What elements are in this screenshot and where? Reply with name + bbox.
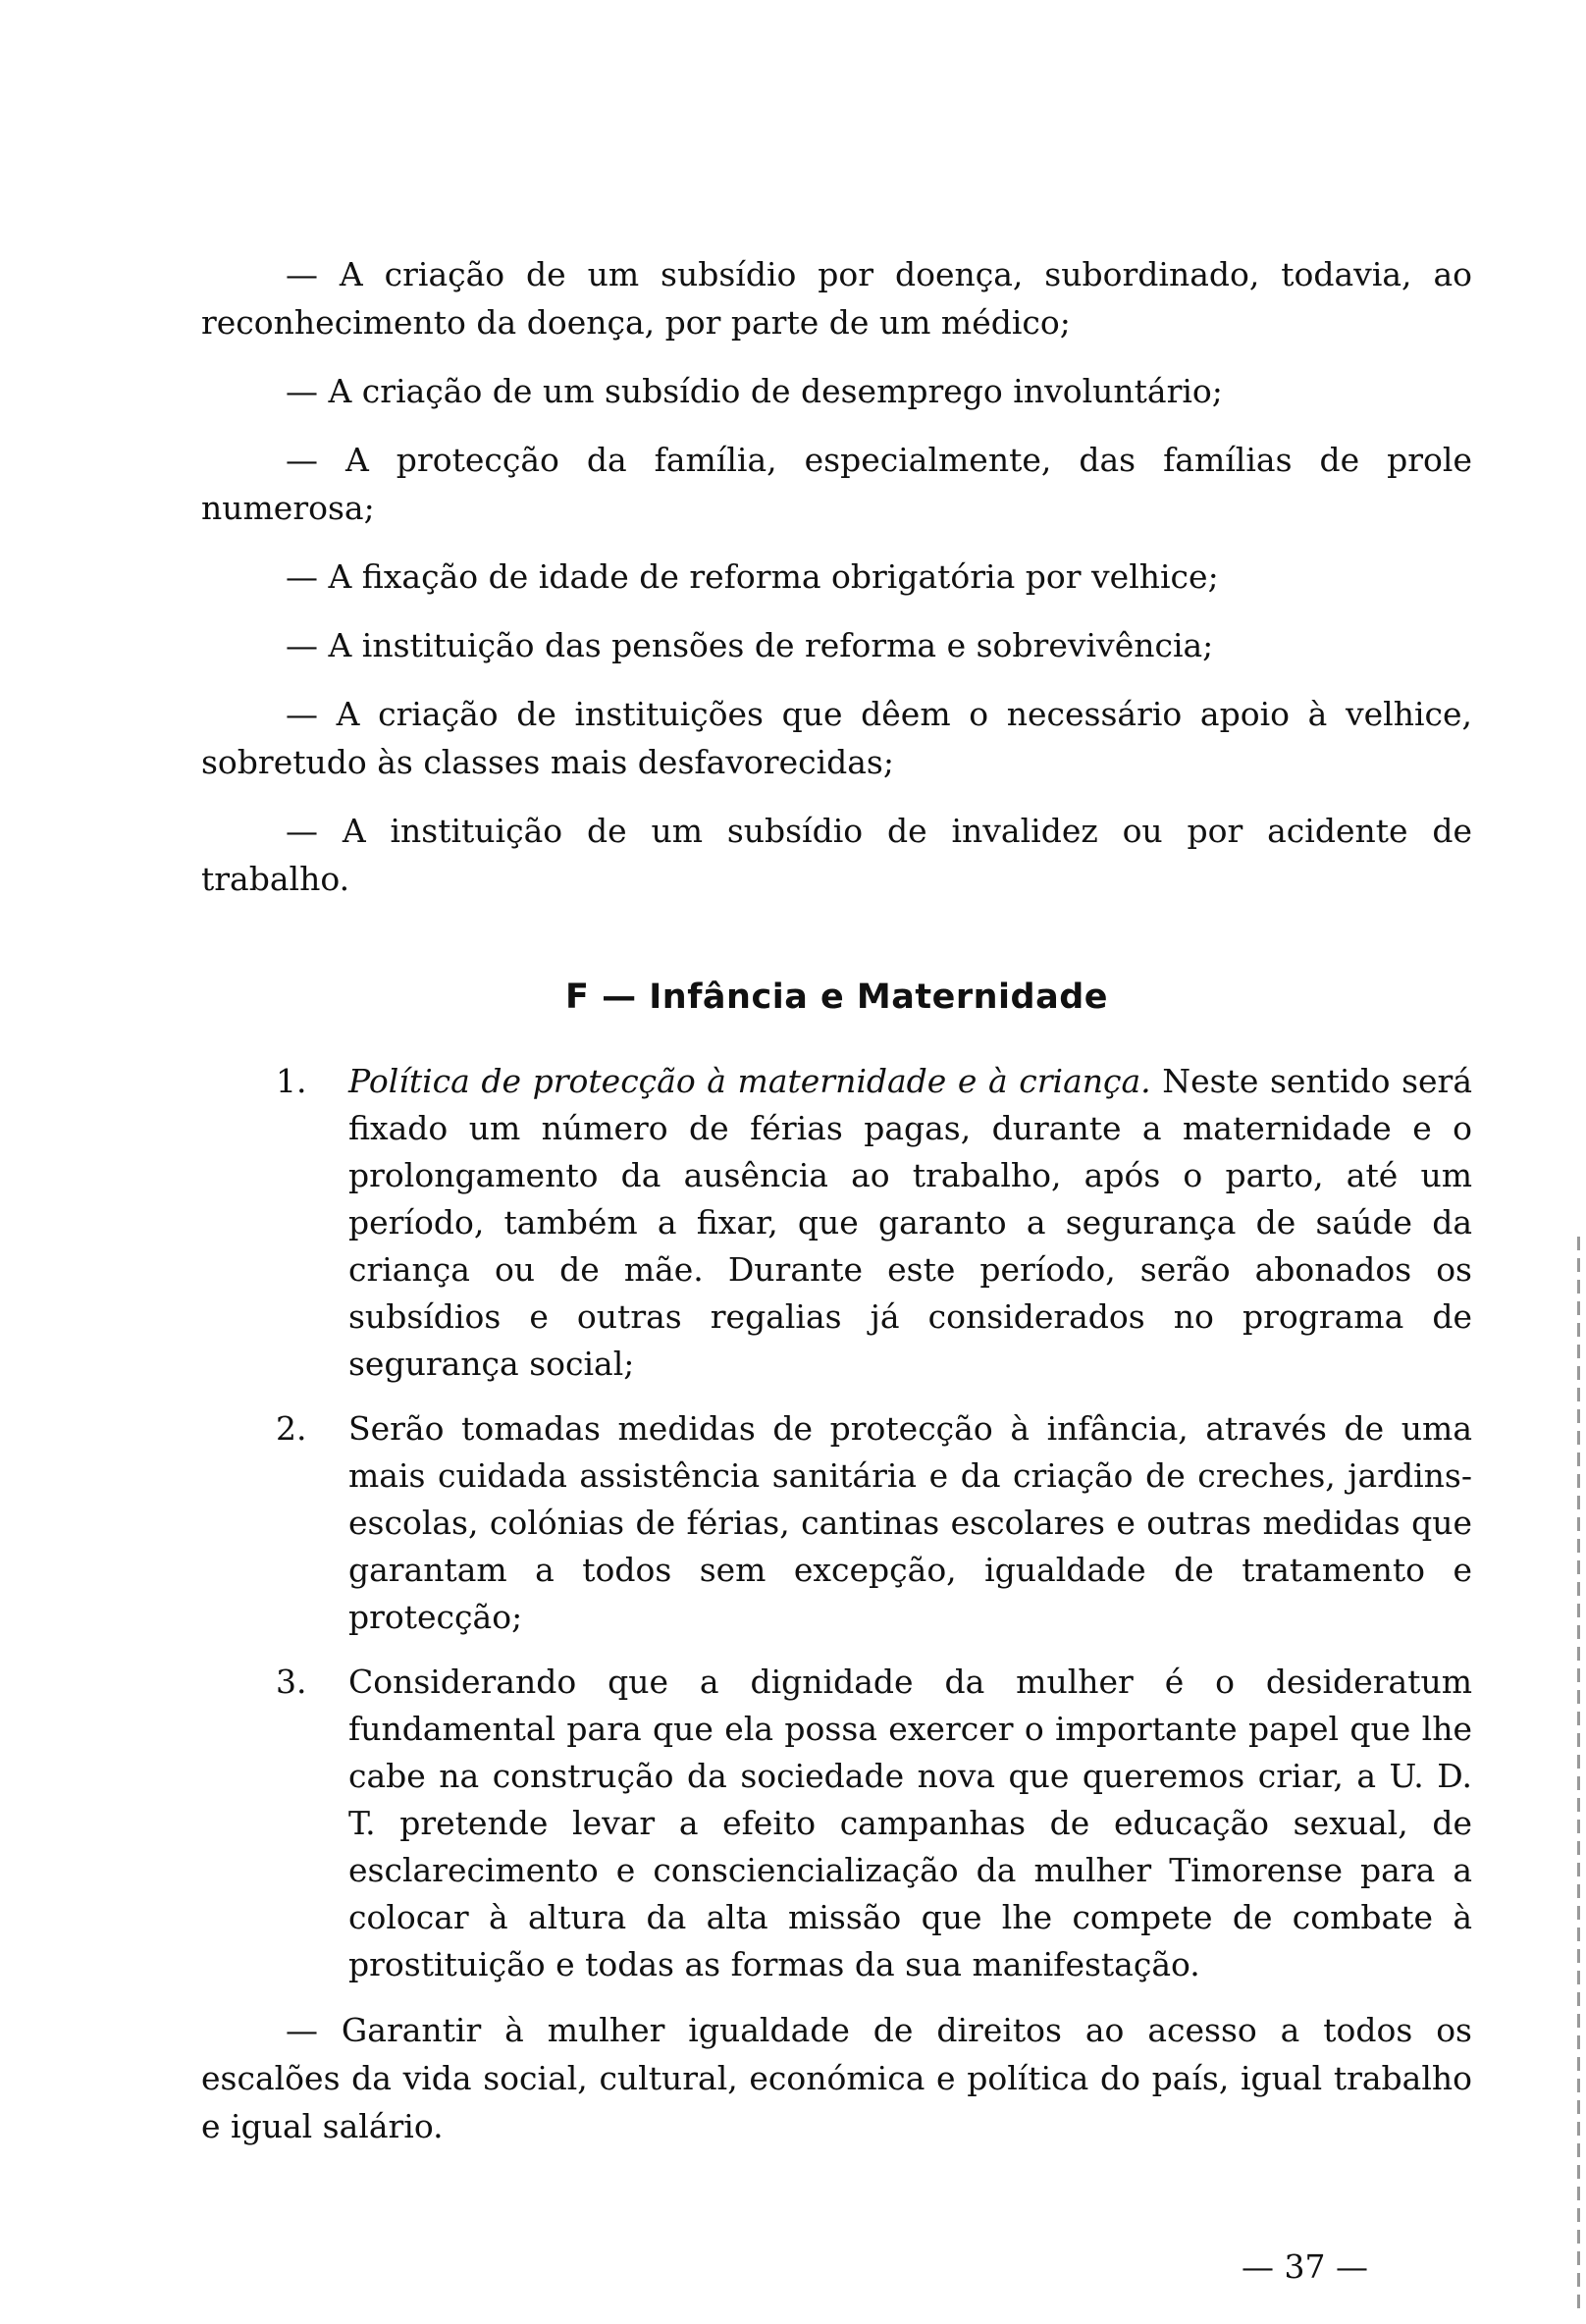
paragraph-pensions: — A instituição das pensões de reforma e sobrevivência; — [286, 626, 1214, 664]
scan-edge-mark — [1577, 1237, 1580, 2316]
paragraph-family-protection: — A protecção da família, especialmente, das famílias de prole numerosa; — [201, 441, 1472, 527]
paragraph-women-equality: — Garantir à mulher igualdade de direitos ao acesso a todos os escalões da vida social, cultural, económica e política do país, igual trabalho e igual salário. — [201, 2011, 1472, 2145]
item-italic-lead: Política de protecção à maternidade e à criança. — [348, 1062, 1151, 1100]
item-text: Considerando que a dignidade da mulher é o desideratum fundamental para que ela possa exercer o importante papel que lhe cabe na construção da sociedade nova que queremos criar, a U. D. T. pretende levar a efeito campanhas de educação sexual, de esclarecimento e consciencialização da mulher Timorense para a colocar à altura da alta missão que lhe compete de combate à prostituição e todas as formas da sua manifestação. — [348, 1663, 1472, 1983]
paragraph-unemployment-subsidy: — A criação de um subsídio de desemprego involuntário; — [286, 372, 1223, 410]
paragraph-retirement-age: — A fixação de idade de reforma obrigatória por velhice; — [286, 557, 1219, 596]
item-number: 2. — [276, 1409, 307, 1448]
item-number: 3. — [276, 1663, 307, 1701]
item-number: 1. — [276, 1062, 307, 1100]
item-text: Serão tomadas medidas de protecção à infância, através de uma mais cuidada assistência sanitária e da criação de creches, jardins-escolas, colónias de férias, cantinas escolares e outras medidas que garantam a todos sem excepção, igualdade de tratamento e protecção; — [348, 1409, 1472, 1636]
item-text: Neste sentido será fixado um número de férias pagas, durante a maternidade e o prolongamento da ausência ao trabalho, após o parto, até um período, também a fixar, que garanto a segurança de saúde da criança ou de mãe. Durante este período, serão abonados os subsídios e outras regalias já considerados no programa de segurança social; — [348, 1062, 1472, 1383]
paragraph-sickness-subsidy: — A criação de um subsídio por doença, subordinado, todavia, ao reconhecimento da doença, por parte de um médico; — [201, 255, 1472, 342]
paragraph-invalidity-subsidy: — A instituição de um subsídio de invalidez ou por acidente de trabalho. — [201, 812, 1472, 898]
numbered-list — [201, 1058, 1472, 1988]
page-number: — 37 — — [1242, 2247, 1368, 2286]
document-page — [201, 250, 1472, 2171]
list-item — [201, 1405, 1472, 1641]
list-item — [201, 1659, 1472, 1988]
section-heading: F — Infância e Maternidade — [564, 977, 1108, 1017]
list-item — [201, 1058, 1472, 1388]
paragraph-elderly-support: — A criação de instituições que dêem o necessário apoio à velhice, sobretudo às classes mais desfavorecidas; — [201, 695, 1472, 781]
